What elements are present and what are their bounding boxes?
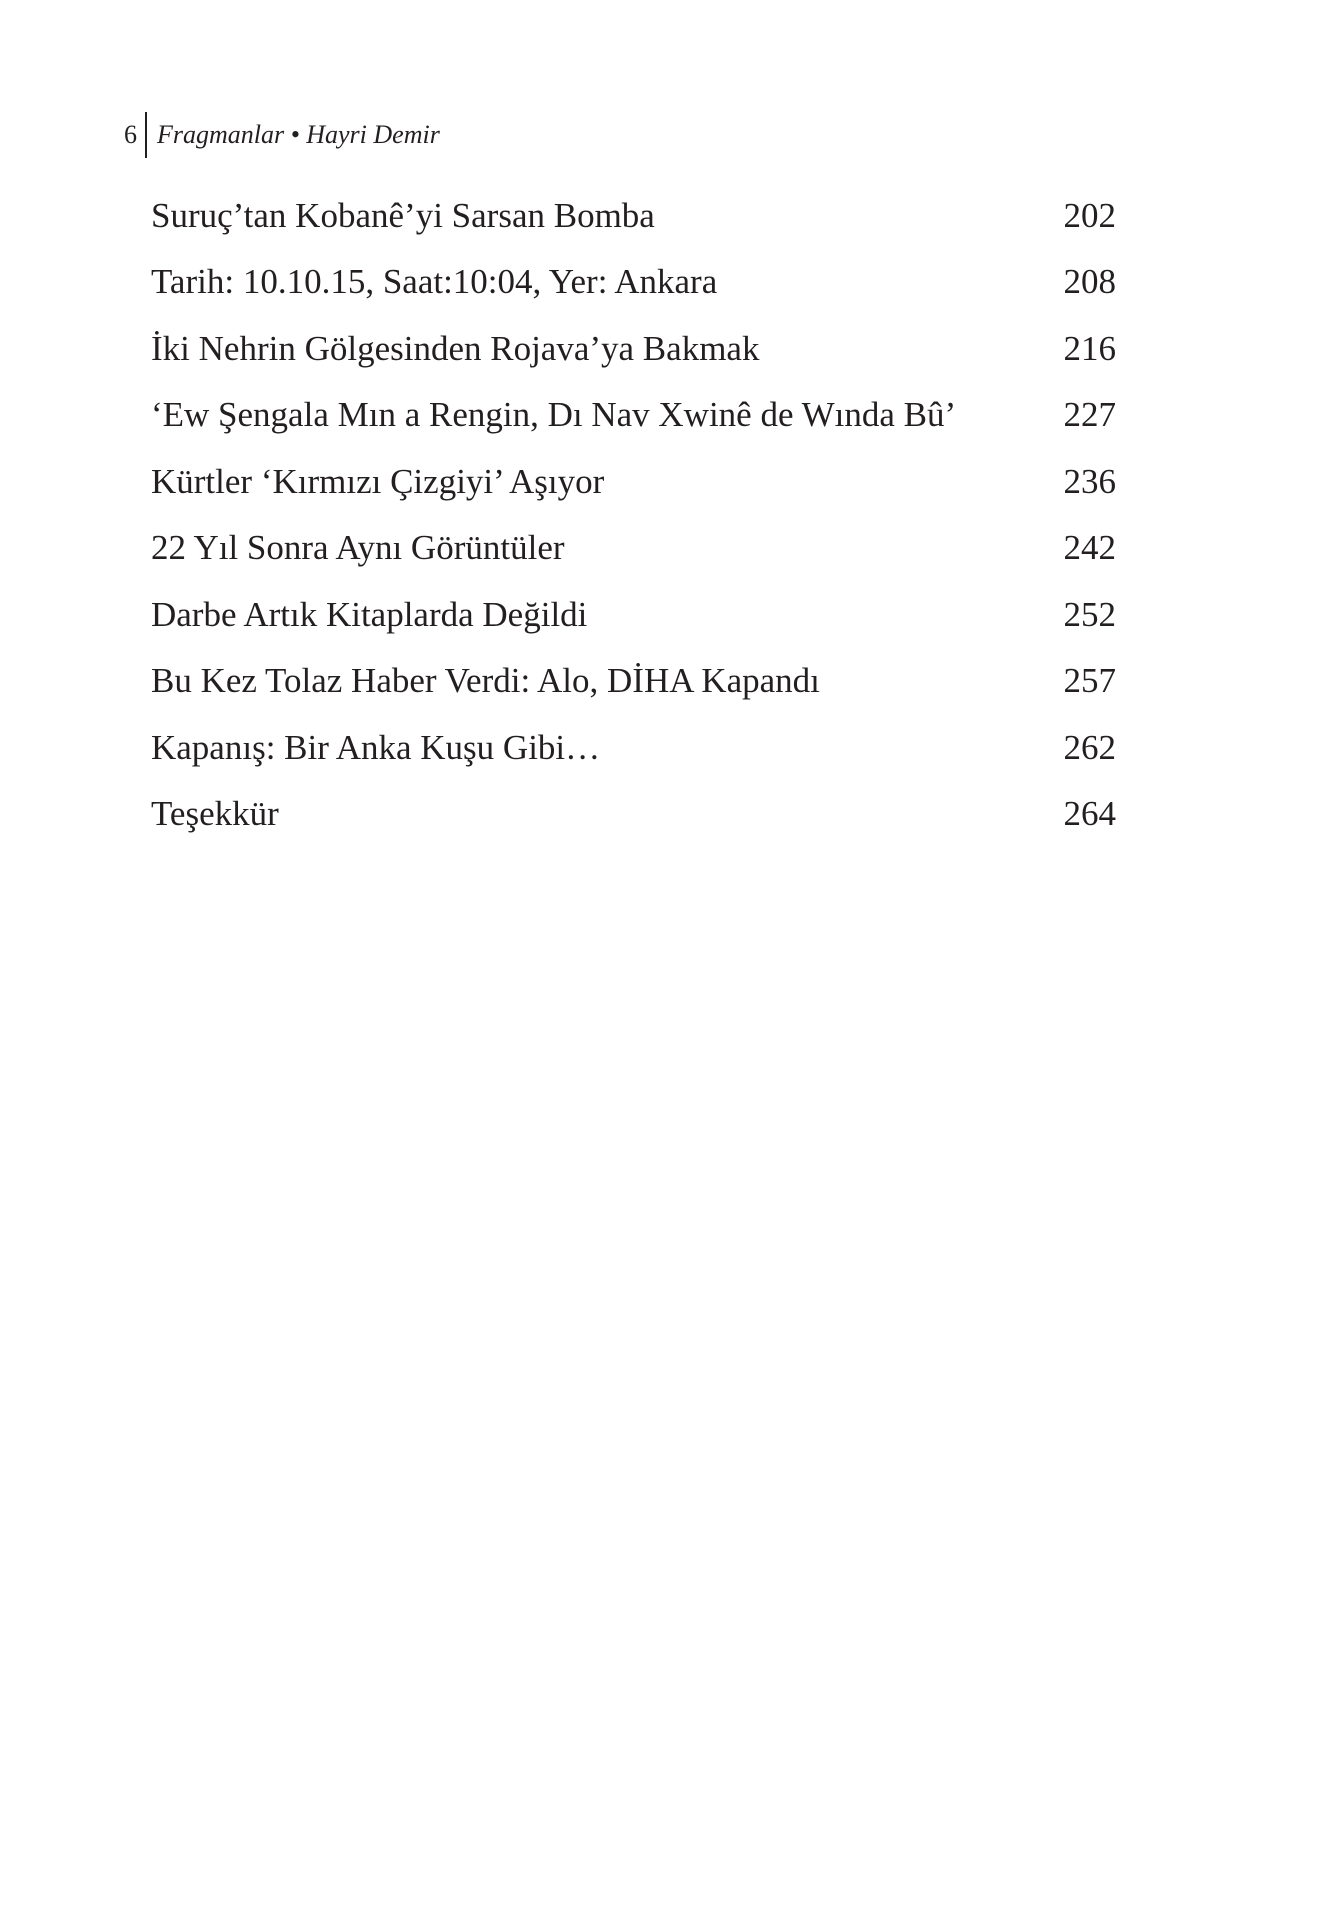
toc-entry bbox=[151, 781, 1116, 848]
toc-entry bbox=[151, 648, 1116, 715]
toc-entry bbox=[151, 581, 1116, 648]
toc-entry-page: 202 bbox=[1063, 195, 1116, 235]
toc-entry bbox=[151, 315, 1116, 382]
toc-entry-title: ‘Ew Şengala Mın a Rengin, Dı Nav Xwinê de Wında Bû’ bbox=[151, 395, 957, 435]
toc-entry bbox=[151, 249, 1116, 316]
table-of-contents bbox=[151, 182, 1116, 847]
toc-entry-page: 216 bbox=[1063, 328, 1116, 368]
toc-entry-title: 22 Yıl Sonra Aynı Görüntüler bbox=[151, 528, 565, 568]
toc-entry-page: 208 bbox=[1063, 262, 1116, 302]
toc-entry bbox=[151, 515, 1116, 582]
toc-entry-title: Kapanış: Bir Anka Kuşu Gibi… bbox=[151, 727, 601, 767]
toc-entry bbox=[151, 382, 1116, 449]
toc-entry-page: 264 bbox=[1063, 794, 1116, 834]
page-number: 6 bbox=[124, 120, 137, 149]
toc-entry bbox=[151, 714, 1116, 781]
toc-entry-title: Teşekkür bbox=[151, 794, 279, 834]
toc-entry-page: 262 bbox=[1063, 727, 1116, 767]
toc-entry-title: Bu Kez Tolaz Haber Verdi: Alo, DİHA Kapandı bbox=[151, 661, 820, 701]
toc-entry-page: 227 bbox=[1063, 395, 1116, 435]
running-header bbox=[124, 112, 440, 158]
toc-entry-title: Darbe Artık Kitaplarda Değildi bbox=[151, 594, 588, 634]
toc-entry-title: Kürtler ‘Kırmızı Çizgiyi’ Aşıyor bbox=[151, 461, 605, 501]
toc-entry-page: 242 bbox=[1063, 528, 1116, 568]
toc-entry-title: İki Nehrin Gölgesinden Rojava’ya Bakmak bbox=[151, 328, 760, 368]
toc-entry-page: 236 bbox=[1063, 461, 1116, 501]
toc-entry-page: 257 bbox=[1063, 661, 1116, 701]
toc-entry-page: 252 bbox=[1063, 594, 1116, 634]
toc-entry-title: Tarih: 10.10.15, Saat:10:04, Yer: Ankara bbox=[151, 262, 718, 302]
toc-entry bbox=[151, 448, 1116, 515]
toc-entry bbox=[151, 182, 1116, 249]
running-title: Fragmanlar • Hayri Demir bbox=[157, 120, 440, 149]
toc-entry-title: Suruç’tan Kobanê’yi Sarsan Bomba bbox=[151, 195, 655, 235]
